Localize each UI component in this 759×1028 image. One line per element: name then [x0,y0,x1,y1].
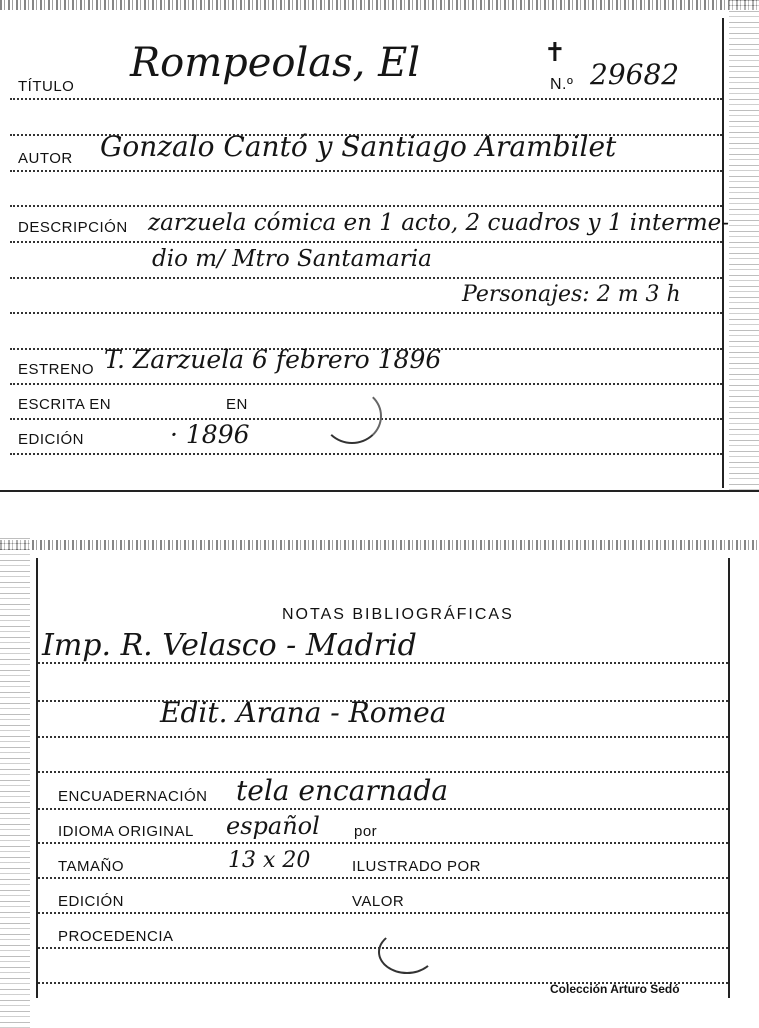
edicion-value: · 1896 [170,420,250,449]
personajes-note: Personajes: 2 m 3 h [462,282,681,307]
notes-line-2: Edit. Arana - Romea [160,696,447,729]
rule [10,383,722,385]
encuadernacion-label: ENCUADERNACIÓN [58,788,208,805]
card-bottom-top-edge [0,540,759,550]
rule [38,736,728,738]
idioma-label: IDIOMA ORIGINAL [58,823,194,840]
left-border [36,558,38,998]
notes-line-1: Imp. R. Velasco - Madrid [42,628,417,663]
rule [38,912,728,914]
descripcion-line-1: zarzuela cómica en 1 acto, 2 cuadros y 1 interme- [148,210,730,236]
idioma-value: español [226,812,320,840]
descripcion-label: DESCRIPCIÓN [18,219,128,236]
right-border [728,558,730,998]
autor-value: Gonzalo Cantó y Santiago Arambilet [100,130,617,163]
por-label: por [354,823,378,840]
numero-value: 29682 [590,58,680,91]
rule [38,771,728,773]
catalog-card-top [0,0,759,492]
rule [38,808,728,810]
rule [10,453,722,455]
card-bottom-edge [0,490,759,492]
titulo-value: Rompeolas, El [130,40,421,86]
numero-label: N.º [550,76,574,93]
rule [10,277,722,279]
collection-credit: Colección Arturo Sedó [550,982,680,996]
descripcion-line-2: dio m/ Mtro Santamaria [152,246,432,272]
edicion-label: EDICIÓN [58,893,125,910]
rule [10,170,722,172]
rule [10,205,722,207]
rule [10,98,722,100]
cross-mark: ✝ [544,38,566,68]
autor-label: AUTOR [18,150,73,167]
titulo-label: TÍTULO [18,78,75,95]
card-top-side-edge [729,0,759,492]
card-top-edge [0,0,759,10]
rule [38,842,728,844]
punch-hole-mark [322,388,382,444]
rule [10,312,722,314]
ilustrado-label: ILUSTRADO POR [352,858,482,875]
escrita-label: ESCRITA EN [18,396,112,413]
tamano-value: 13 x 20 [228,848,311,873]
estreno-value: T. Zarzuela 6 febrero 1896 [104,345,442,374]
valor-label: VALOR [352,893,405,910]
rule [10,241,722,243]
edicion-label: EDICIÓN [18,431,85,448]
notas-heading: NOTAS BIBLIOGRÁFICAS [282,606,514,623]
catalog-card-bottom [0,538,759,1028]
estreno-label: ESTRENO [18,361,95,378]
procedencia-label: PROCEDENCIA [58,928,174,945]
rule [38,877,728,879]
right-border [722,18,724,488]
card-bottom-side-edge [0,538,30,1028]
en-label: EN [226,396,248,413]
encuadernacion-value: tela encarnada [236,774,449,807]
tamano-label: TAMAÑO [58,858,125,875]
punch-hole-mark [378,930,436,974]
